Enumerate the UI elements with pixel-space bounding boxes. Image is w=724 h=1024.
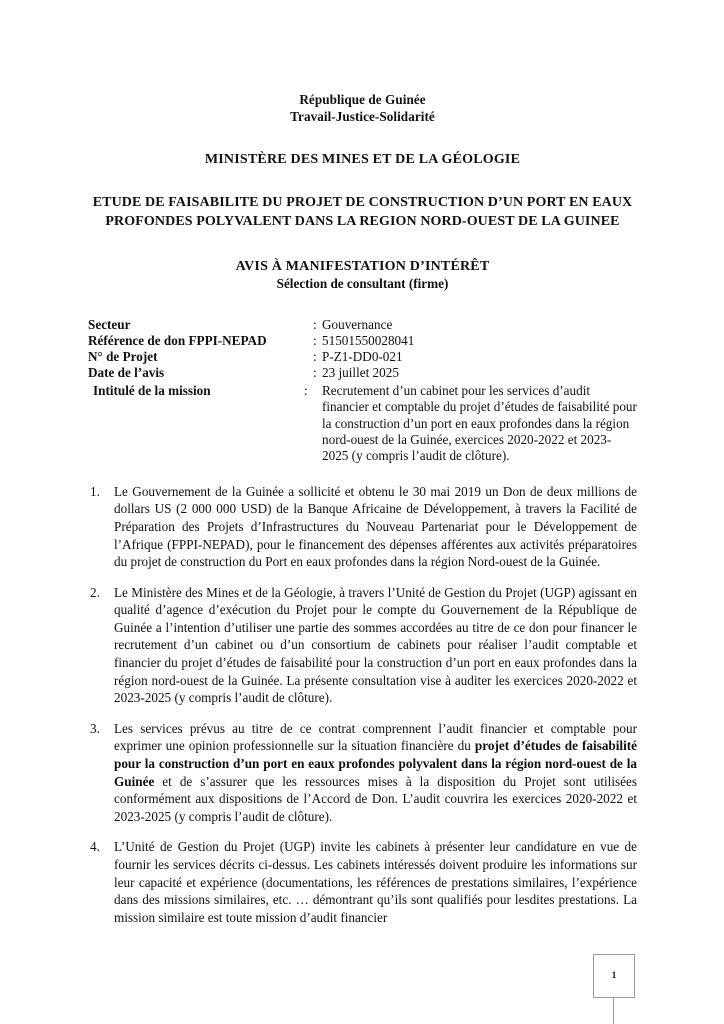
clause-number: 4. (90, 839, 100, 855)
page-number-stem-line (613, 998, 614, 1024)
clause-list (88, 483, 637, 927)
metadata-row (88, 317, 637, 333)
clause-text-tail: et de s’assurer que les ressources mises à la disposition du Projet sont utilisées conformément aux dispositions de l’Accord de Don. L’audit couvrira les exercices 2020-2022 et 2023-2025 (y compris l’audit de clôture). (114, 773, 637, 824)
metadata-label: Date de l’avis (88, 365, 165, 381)
metadata-colon: : (313, 332, 317, 348)
clause-body (114, 584, 637, 707)
metadata-value-cell (313, 317, 637, 333)
metadata-table (88, 317, 637, 465)
metadata-row (88, 365, 637, 381)
metadata-colon: : (313, 365, 317, 381)
clause-item (88, 584, 637, 707)
clause-text-emphasis: projet d’études de faisabilité pour la construction d’un port en eaux profondes polyvalent dans la région nord-ouest de la Guinée (114, 738, 637, 789)
metadata-rows (88, 317, 637, 465)
metadata-row (88, 333, 637, 349)
clause-item (88, 483, 637, 571)
metadata-label: Référence de don FPPI-NEPAD (88, 332, 267, 348)
ministry-title: MINISTÈRE DES MINES ET DE LA GÉOLOGIE (204, 152, 521, 167)
metadata-colon: : (304, 382, 308, 398)
metadata-label: Secteur (88, 316, 131, 332)
metadata-value: Gouvernance (322, 316, 393, 332)
clause-text-plain: Le Ministère des Mines et de la Géologie, à travers l’Unité de Gestion du Projet (UGP) agissant en qualité d’agence d’exécution du Projet pour le compte du Gouvernement de la République de Guinée a l’intention d’utiliser une partie des sommes accordées au titre de ce don pour financer le recrutement d’un cabinet ou d’un consortium de cabinets pour réaliser l’audit comptable et financier du projet d’études de faisabilité pour la construction d’un port en eaux profondes dans la région nord-ouest de la Guinée. La présente consultation vise à auditer les exercices 2020-2022 et 2023-2025 (y compris l’audit de clôture). (114, 584, 637, 706)
metadata-label: Intitulé de la mission (93, 382, 211, 398)
republic-line: République de Guinée (299, 92, 426, 107)
clause-item (88, 838, 637, 926)
clause-number: 3. (90, 720, 100, 736)
clause-text-plain: Le Gouvernement de la Guinée a sollicité et obtenu le 30 mai 2019 un Don de deux millions de dollars US (2 000 000 USD) de la Banque Africaine de Développement, à travers la Facilité de Préparation des Projets d’Infrastructures du Nouveau Partenariat pour le Développement de l’Afrique (FPPI-NEPAD), pour le financement des dépenses afférentes aux activités préparatoires du projet de construction du Port en eaux profondes dans la région Nord-ouest de la Guinée. (114, 483, 637, 570)
metadata-value: Recrutement d’un cabinet pour les services d’audit financier et comptable du projet d’études de faisabilité pour la construction d’un port en eaux profondes dans la région nord-ouest de la Guinée, exercices 2020-2022 et 2023-2025 (y compris l’audit de clôture). (322, 382, 637, 464)
metadata-value: P-Z1-DD0-021 (322, 349, 403, 365)
document-content (88, 92, 637, 939)
clause-number: 2. (90, 584, 100, 600)
clause-body (114, 838, 637, 926)
clause-item (88, 720, 637, 826)
metadata-label: N° de Projet (88, 349, 158, 365)
clause-body (114, 720, 637, 826)
metadata-value-cell (313, 365, 637, 381)
motto-line: Travail-Justice-Solidarité (290, 108, 435, 124)
metadata-value-cell (304, 382, 637, 465)
clause-number: 1. (90, 483, 100, 499)
clause-text-plain: L’Unité de Gestion du Projet (UGP) invite les cabinets à présenter leur candidature en vue de fournir les services décrits ci-dessus. Les cabinets intéressés doivent produire les informations sur leur capacité et expérience (documentations, les références de prestations similaires, l’expérience dans des missions similaires, etc. … démontrant qu’ils sont qualifiés pour lesdites prestations. La mission similaire est toute mission d’audit financier (114, 839, 637, 925)
metadata-colon: : (313, 349, 317, 365)
page-number-box (593, 954, 635, 998)
metadata-row (88, 382, 637, 465)
project-title: ETUDE DE FAISABILITE DU PROJET DE CONSTRUCTION D’UN PORT EN EAUX PROFONDES POLYVALENT DANS LA REGION NORD-OUEST DE LA GUINEE (92, 195, 633, 229)
page-number: 1 (611, 971, 617, 981)
header-block (88, 92, 637, 292)
metadata-value: 51501550028041 (322, 332, 415, 348)
metadata-row (88, 349, 637, 365)
clause-text-lead: Les services prévus au titre de ce contrat comprennent l’audit financier et comptable pour exprimer une opinion professionnelle sur la situation financière du (114, 720, 637, 754)
metadata-value: 23 juillet 2025 (322, 365, 399, 381)
metadata-colon: : (313, 316, 317, 332)
notice-type-title: AVIS À MANIFESTATION D’INTÉRÊT (235, 259, 490, 274)
mission-value-wrap (304, 382, 637, 465)
metadata-value-cell (313, 349, 637, 365)
metadata-value-cell (313, 333, 637, 349)
notice-subtitle: Sélection de consultant (firme) (276, 275, 449, 291)
clause-body (114, 483, 637, 571)
